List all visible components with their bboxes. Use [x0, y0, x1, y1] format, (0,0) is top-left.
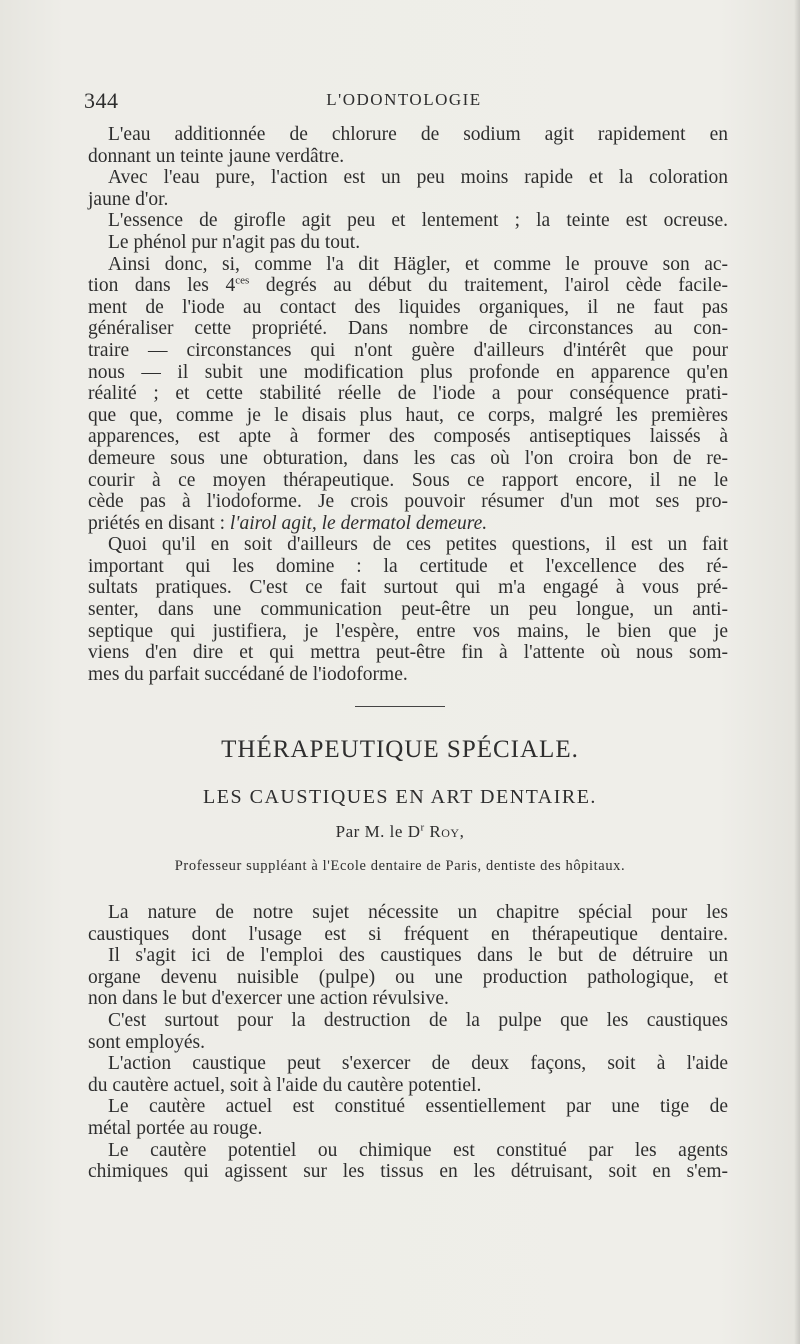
text-line: cède pas à l'iodoforme. Je crois pouvoir résumer d'un mot ses pro-: [88, 491, 728, 513]
byline-superscript: r: [420, 821, 425, 834]
text-line: sultats pratiques. C'est ce fait surtout qui m'a engagé à vous pré-: [88, 577, 728, 599]
text-line: Le cautère actuel est constitué essentiellement par une tige de: [108, 1096, 728, 1118]
text-line: [88, 513, 728, 535]
text-line: du cautère actuel, soit à l'aide du cautère potentiel.: [88, 1074, 482, 1096]
text-line: La nature de notre sujet nécessite un chapitre spécial pour les: [108, 902, 728, 923]
text-line: sont employés.: [88, 1031, 205, 1053]
text-line: jaune d'or.: [88, 188, 169, 210]
text-line: courir à ce moyen thérapeutique. Sous ce rapport encore, il ne le: [88, 469, 728, 491]
text-segment: priétés en disant :: [88, 512, 230, 534]
article-continuation: [88, 124, 728, 685]
text-line: donnant un teinte jaune verdâtre.: [88, 145, 345, 167]
text-segment: tion dans les 4: [88, 275, 236, 297]
section-title: THÉRAPEUTIQUE SPÉCIALE.: [221, 736, 579, 763]
byline-prefix: Par M. le D: [335, 822, 421, 841]
text-line: [88, 275, 728, 297]
text-line: viens d'en dire et qui mettra peut-être fin à l'attente où nous som-: [88, 642, 728, 664]
text-line: caustiques dont l'usage est si fréquent en thérapeutique dentaire.: [88, 923, 728, 945]
byline-suffix: ,: [459, 822, 465, 841]
author-affiliation: Professeur suppléant à l'Ecole dentaire de Paris, dentiste des hôpitaux.: [174, 858, 626, 874]
text-line: L'action caustique peut s'exercer de deux façons, soit à l'aide: [108, 1053, 728, 1075]
superscript: ces: [235, 274, 250, 287]
article-title: LES CAUSTIQUES EN ART DENTAIRE.: [203, 786, 597, 808]
text-line: apparences, est apte à former des composés antiseptiques laissés à: [88, 426, 728, 448]
text-line: senter, dans une communication peut-être un peu longue, un anti-: [88, 599, 728, 621]
text-line: mes du parfait succédané de l'iodoforme.: [88, 663, 408, 685]
text-line: chimiques qui agissent sur les tissus en les détruisant, soit en s'em-: [88, 1161, 728, 1183]
running-head: L'ODONTOLOGIE: [326, 90, 482, 109]
text-line: septique qui justifiera, je l'espère, entre vos mains, le bien que je: [88, 620, 728, 642]
page-number: 344: [84, 88, 119, 113]
text-line: Quoi qu'il en soit d'ailleurs de ces petites questions, il est un fait: [108, 534, 728, 556]
page-header: [84, 88, 724, 116]
text-line: Le cautère potentiel ou chimique est constitué par les agents: [108, 1139, 728, 1161]
text-line: L'eau additionnée de chlorure de sodium agit rapidement en: [108, 124, 728, 145]
text-line: ment de l'iode au contact des liquides organiques, il ne faut pas: [88, 296, 728, 318]
text-line: C'est surtout pour la destruction de la pulpe que les caustiques: [108, 1009, 728, 1031]
page-edge-shadow: [794, 0, 800, 1344]
text-line: Avec l'eau pure, l'action est un peu moins rapide et la coloration: [108, 167, 728, 189]
text-line: nous — il subit une modification plus profonde en apparence qu'en: [88, 361, 728, 383]
text-line: important qui les domine : la certitude et l'excellence des ré-: [88, 555, 728, 577]
article-body: [88, 902, 728, 1183]
author-name: Roy: [429, 822, 460, 841]
text-line: que que, comme je le disais plus haut, ce corps, malgré les premières: [88, 404, 728, 426]
text-line: Ainsi donc, si, comme l'a dit Hägler, et comme le prouve son ac-: [108, 253, 728, 275]
text-line: réalité ; et cette stabilité réelle de l'iode a pour conséquence prati-: [88, 383, 728, 405]
section-divider: [355, 706, 445, 707]
text-line: métal portée au rouge.: [88, 1117, 263, 1139]
text-line: Il s'agit ici de l'emploi des caustiques dans le but de détruire un: [108, 945, 728, 967]
text-segment: degrés au début du traitement, l'airol cède facile-: [249, 275, 728, 297]
text-line: Le phénol pur n'agit pas du tout.: [108, 231, 361, 253]
text-line: demeure sous une obturation, dans les cas où l'on croira bon de re-: [88, 447, 728, 469]
text-line: organe devenu nuisible (pulpe) ou une production pathologique, et: [88, 966, 728, 988]
text-line: non dans le but d'exercer une action révulsive.: [88, 988, 449, 1010]
text-line: L'essence de girofle agit peu et lentement ; la teinte est ocreuse.: [108, 210, 728, 232]
text-line: généraliser cette propriété. Dans nombre de circonstances au con-: [88, 318, 728, 340]
byline: [0, 822, 800, 842]
italic-quote: l'airol agit, le dermatol demeure.: [229, 512, 488, 534]
text-line: traire — circonstances qui n'ont guère d'ailleurs d'intérêt que pour: [88, 339, 728, 361]
